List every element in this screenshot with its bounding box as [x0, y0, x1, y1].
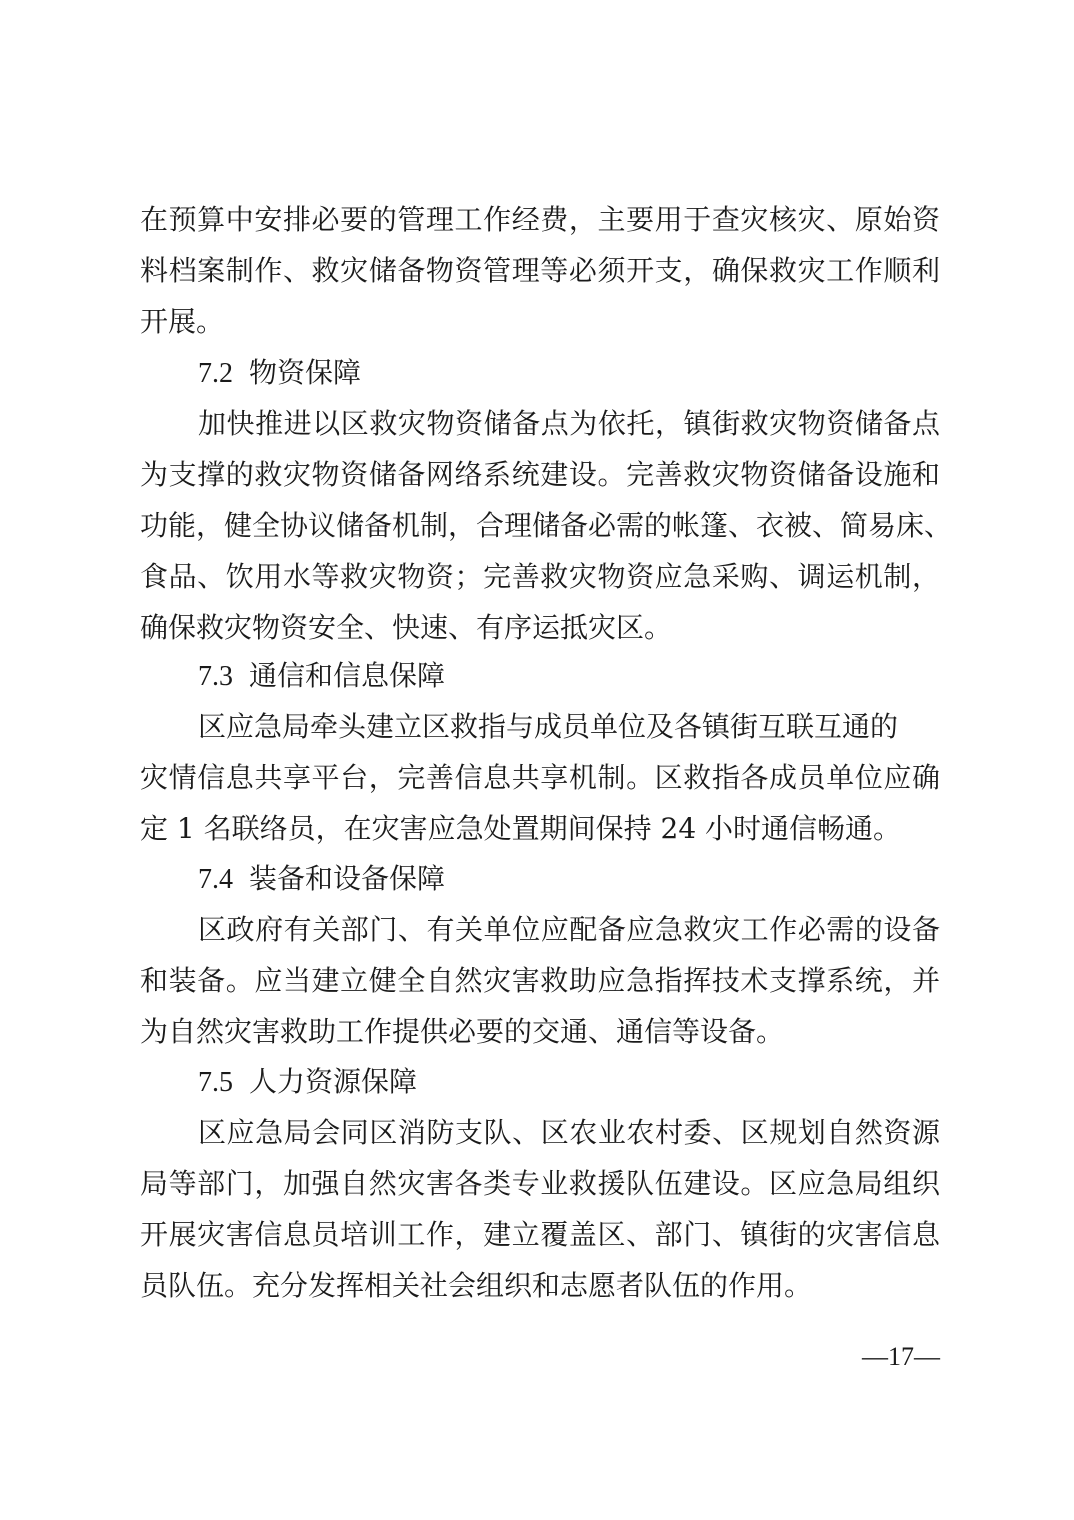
section-number: 7.3 — [198, 661, 233, 692]
section-heading-7-2 — [198, 347, 361, 399]
intro-line-3: 开展。 — [140, 305, 225, 338]
section-7-3-line-3: 定 1 名联络员，在灾害应急处置期间保持 24 小时通信畅通。 — [140, 812, 902, 845]
section-7-5-line-3: 开展灾害信息员培训工作，建立覆盖区、部门、镇街的灾害信息 — [140, 1218, 940, 1251]
section-7-3-line-2: 灾情信息共享平台，完善信息共享机制。区救指各成员单位应确 — [140, 761, 940, 794]
section-number: 7.5 — [198, 1067, 233, 1098]
intro-line-1: 在预算中安排必要的管理工作经费，主要用于查灾核灾、原始资 — [140, 203, 940, 236]
section-number: 7.2 — [198, 358, 233, 389]
section-number: 7.4 — [198, 864, 233, 895]
intro-line-2: 料档案制作、救灾储备物资管理等必须开支，确保救灾工作顺利 — [140, 254, 940, 287]
section-heading-7-4 — [198, 853, 445, 905]
section-7-2-line-1: 加快推进以区救灾物资储备点为依托，镇街救灾物资储备点 — [198, 407, 940, 440]
section-title: 装备和设备保障 — [249, 862, 446, 895]
section-heading-7-3 — [198, 650, 445, 702]
section-7-3-line-1: 区应急局牵头建立区救指与成员单位及各镇街互联互通的 — [198, 710, 899, 743]
section-title: 物资保障 — [249, 356, 362, 389]
section-7-2-line-2: 为支撑的救灾物资储备网络系统建设。完善救灾物资储备设施和 — [140, 458, 940, 491]
section-7-5-line-2: 局等部门，加强自然灾害各类专业救援队伍建设。区应急局组织 — [140, 1167, 940, 1200]
section-heading-7-5 — [198, 1056, 417, 1108]
section-7-5-line-4: 员队伍。充分发挥相关社会组织和志愿者队伍的作用。 — [140, 1269, 813, 1302]
section-7-4-line-2: 和装备。应当建立健全自然灾害救助应急指挥技术支撑系统，并 — [140, 964, 940, 997]
section-7-5-line-1: 区应急局会同区消防支队、区农业农村委、区规划自然资源 — [198, 1116, 940, 1149]
section-title: 通信和信息保障 — [249, 659, 446, 692]
section-7-2-line-4: 食品、饮用水等救灾物资；完善救灾物资应急采购、调运机制， — [140, 560, 940, 593]
section-7-2-line-5: 确保救灾物资安全、快速、有序运抵灾区。 — [140, 611, 673, 644]
section-7-4-line-1: 区政府有关部门、有关单位应配备应急救灾工作必需的设备 — [198, 913, 940, 946]
section-title: 人力资源保障 — [249, 1065, 418, 1098]
section-7-4-line-3: 为自然灾害救助工作提供必要的交通、通信等设备。 — [140, 1015, 785, 1048]
page-number: —17— — [862, 1342, 940, 1371]
section-7-2-line-3: 功能，健全协议储备机制，合理储备必需的帐篷、衣被、简易床、 — [140, 509, 953, 542]
